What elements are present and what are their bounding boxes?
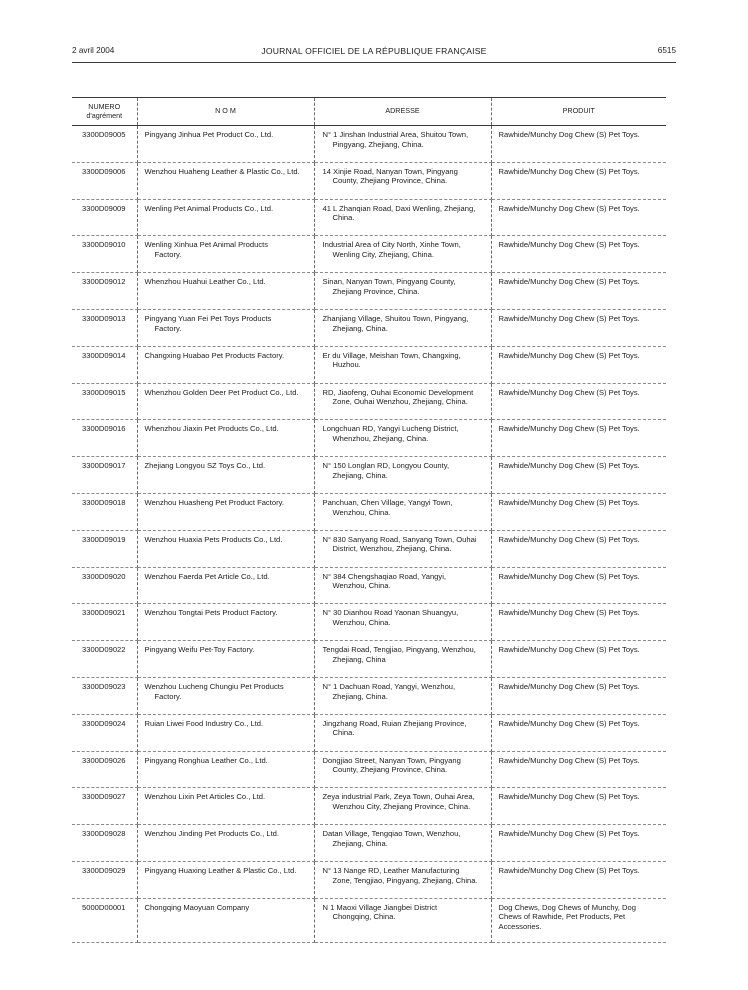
product-description (491, 199, 666, 236)
approval-number: 3300D09021 (72, 604, 137, 641)
company-name-line: Factory. (154, 249, 182, 259)
approval-number: 3300D09018 (72, 493, 137, 530)
company-name (137, 530, 314, 567)
company-address (314, 788, 491, 825)
company-address (314, 162, 491, 199)
company-name (137, 126, 314, 163)
table-row (72, 714, 666, 751)
company-address-line: Datan Village, Tengqiao Town, Wenzhou, (322, 829, 461, 839)
company-address-line: Huzhou. (332, 360, 361, 370)
product-description-line: Rawhide/Munchy Dog Chew (S) Pet Toys. (498, 829, 640, 839)
company-address (314, 530, 491, 567)
company-address-line: Wenzhou, China. (332, 507, 391, 517)
company-address-line: Zeya industrial Park, Zeya Town, Ouhai Area, (322, 792, 475, 802)
approval-number: 3300D09014 (72, 346, 137, 383)
product-description-line: Rawhide/Munchy Dog Chew (S) Pet Toys. (498, 534, 640, 544)
company-address-line: N° 13 Nange RD, Leather Manufacturing (322, 865, 460, 875)
company-address-line: Industrial Area of City North, Xinhe Town, (322, 240, 461, 250)
product-description-line: Rawhide/Munchy Dog Chew (S) Pet Toys. (498, 461, 640, 471)
table-row (72, 236, 666, 273)
company-name-line: Pingyang Ronghua Leather Co., Ltd. (144, 755, 268, 765)
approval-number: 3300D09009 (72, 199, 137, 236)
product-description (491, 714, 666, 751)
company-name (137, 677, 314, 714)
company-name (137, 309, 314, 346)
product-description-line: Rawhide/Munchy Dog Chew (S) Pet Toys. (498, 571, 640, 581)
company-address-line: N 1 Maoxi Village Jiangbei District (322, 902, 438, 912)
approval-number: 3300D09024 (72, 714, 137, 751)
product-description (491, 898, 666, 942)
company-address-line: Zhejiang, China (332, 654, 386, 664)
company-address (314, 273, 491, 310)
table-row (72, 383, 666, 420)
table-row (72, 677, 666, 714)
product-description (491, 493, 666, 530)
company-name (137, 199, 314, 236)
approval-number: 3300D09013 (72, 309, 137, 346)
product-description-line: Rawhide/Munchy Dog Chew (S) Pet Toys. (498, 203, 640, 213)
product-description-line: Rawhide/Munchy Dog Chew (S) Pet Toys. (498, 645, 640, 655)
company-address-line: Zhejiang, China. (332, 838, 388, 848)
company-address-line: Zone, Tengjiao, Pingyang, Zhejiang, China. (332, 875, 478, 885)
company-name-line: Ruian Liwei Food Industry Co., Ltd. (144, 718, 264, 728)
approval-table (72, 97, 666, 943)
company-name (137, 825, 314, 862)
page-number: 6515 (657, 46, 676, 55)
product-description-line: Rawhide/Munchy Dog Chew (S) Pet Toys. (498, 608, 640, 618)
product-description (491, 641, 666, 678)
company-address-line: Chongqing, China. (332, 912, 396, 922)
company-address (314, 751, 491, 788)
product-description (491, 346, 666, 383)
company-name-line: Zhejiang Longyou SZ Toys Co., Ltd. (144, 461, 266, 471)
company-name (137, 641, 314, 678)
company-address (314, 420, 491, 457)
approval-number: 3300D09022 (72, 641, 137, 678)
table-row (72, 199, 666, 236)
product-description (491, 677, 666, 714)
company-address (314, 677, 491, 714)
company-name (137, 751, 314, 788)
table-row (72, 530, 666, 567)
company-name (137, 346, 314, 383)
company-name-line: Wenling Xinhua Pet Animal Products (144, 240, 269, 250)
approval-number: 3300D09026 (72, 751, 137, 788)
company-address (314, 126, 491, 163)
approval-number: 3300D09028 (72, 825, 137, 862)
company-name-line: Wenzhou Jinding Pet Products Co., Ltd. (144, 829, 280, 839)
company-name-line: Wenling Pet Animal Products Co., Ltd. (144, 203, 274, 213)
col-header-adresse: ADRESSE (314, 98, 491, 126)
company-name (137, 273, 314, 310)
company-name-line: Pingyang Weifu Pet-Toy Factory. (144, 645, 255, 655)
table-row (72, 493, 666, 530)
company-address-line: Zhejiang, China. (332, 691, 388, 701)
company-name-line: Whenzhou Jiaxin Pet Products Co., Ltd. (144, 424, 279, 434)
company-name-line: Wenzhou Tongtai Pets Product Factory. (144, 608, 278, 618)
header-date: 2 avril 2004 (72, 46, 115, 55)
company-name (137, 493, 314, 530)
company-name (137, 457, 314, 494)
company-address-line: Zone, Ouhai Wenzhou, Zhejiang, China. (332, 397, 468, 407)
company-name-line: Wenzhou Huasheng Pet Product Factory. (144, 497, 284, 507)
product-description-line: Rawhide/Munchy Dog Chew (S) Pet Toys. (498, 497, 640, 507)
col-header-numero-line2: d'agrément (86, 110, 123, 120)
company-address-line: China. (332, 213, 355, 223)
product-description-line: Rawhide/Munchy Dog Chew (S) Pet Toys. (498, 130, 640, 139)
company-name-line: Whenzhou Huahui Leather Co., Ltd. (144, 277, 266, 287)
company-address-line: Zhejiang, China. (332, 470, 388, 480)
approval-number: 3300D09012 (72, 273, 137, 310)
col-header-nom: N O M (137, 98, 314, 126)
product-description (491, 604, 666, 641)
col-header-numero-line1: NUMERO (88, 102, 121, 111)
table-header-row (72, 98, 666, 126)
approval-number: 3300D09023 (72, 677, 137, 714)
company-name-line: Factory. (154, 691, 182, 701)
company-address-line: Wenzhou, China. (332, 581, 391, 591)
table-row (72, 309, 666, 346)
company-address-line: District, Wenzhou, Zhejiang, China. (332, 544, 452, 554)
approval-number: 3300D09017 (72, 457, 137, 494)
company-address-line: RD, Jiaofeng, Ouhai Economic Development (322, 387, 474, 397)
approval-number: 3300D09027 (72, 788, 137, 825)
product-description-line: Rawhide/Munchy Dog Chew (S) Pet Toys. (498, 681, 640, 691)
company-name (137, 236, 314, 273)
table-row (72, 861, 666, 898)
company-name-line: Wenzhou Faerda Pet Article Co., Ltd. (144, 571, 270, 581)
product-description (491, 236, 666, 273)
company-address (314, 898, 491, 942)
company-name-line: Changxing Huabao Pet Products Factory. (144, 350, 285, 360)
approval-number: 5000D00001 (72, 898, 137, 942)
company-name (137, 898, 314, 942)
product-description (491, 126, 666, 163)
company-name-line: Factory. (154, 323, 182, 333)
page-header (72, 46, 676, 60)
journal-title: JOURNAL OFFICIEL DE LA RÉPUBLIQUE FRANÇAISE (261, 46, 487, 56)
product-description (491, 383, 666, 420)
company-address-line: Jingzhang Road, Ruian Zhejiang Province, (322, 718, 467, 728)
company-name (137, 861, 314, 898)
product-description-line: Rawhide/Munchy Dog Chew (S) Pet Toys. (498, 755, 640, 765)
product-description-line: Rawhide/Munchy Dog Chew (S) Pet Toys. (498, 865, 640, 875)
company-address-line: Wenzhou City, Zhejiang Province, China. (332, 801, 471, 811)
company-address-line: Sinan, Nanyan Town, Pingyang County, (322, 277, 456, 287)
approval-number: 3300D09020 (72, 567, 137, 604)
company-address-line: Wenling City, Zhejiang, China. (332, 249, 434, 259)
company-address (314, 714, 491, 751)
product-description-line: Rawhide/Munchy Dog Chew (S) Pet Toys. (498, 277, 640, 287)
table-row (72, 641, 666, 678)
header-rule (72, 62, 676, 63)
approval-number: 3300D09019 (72, 530, 137, 567)
company-address-line: N° 30 Dianhou Road Yaonan Shuangyu, (322, 608, 459, 618)
company-name-line: Chongqing Maoyuan Company (144, 902, 250, 912)
company-address-line: Whenzhou, Zhejiang, China. (332, 433, 429, 443)
table-row (72, 162, 666, 199)
product-description (491, 273, 666, 310)
col-header-produit: PRODUIT (491, 98, 666, 126)
company-address-line: Longchuan RD, Yangyi Lucheng District, (322, 424, 459, 434)
product-description-line: Rawhide/Munchy Dog Chew (S) Pet Toys. (498, 424, 640, 434)
company-address-line: Panchuan, Chen Village, Yangyi Town, (322, 497, 453, 507)
company-address-line: County, Zhejiang Province, China. (332, 765, 448, 775)
product-description-line: Rawhide/Munchy Dog Chew (S) Pet Toys. (498, 792, 640, 802)
company-name (137, 604, 314, 641)
company-address-line: China. (332, 728, 355, 738)
table-row (72, 126, 666, 163)
product-description (491, 861, 666, 898)
company-name-line: Whenzhou Golden Deer Pet Product Co., Ltd. (144, 387, 299, 397)
company-address (314, 346, 491, 383)
company-address (314, 383, 491, 420)
product-description-line: Accessories. (498, 921, 542, 931)
table-body (72, 126, 666, 943)
approval-number: 3300D09015 (72, 383, 137, 420)
company-name (137, 567, 314, 604)
product-description (491, 309, 666, 346)
approval-number: 3300D09005 (72, 126, 137, 163)
approval-number: 3300D09016 (72, 420, 137, 457)
company-address-line: Zhejiang, China. (332, 323, 388, 333)
company-name (137, 162, 314, 199)
table-row (72, 420, 666, 457)
product-description-line: Dog Chews, Dog Chews of Munchy, Dog (498, 902, 636, 912)
company-name-line: Wenzhou Lucheng Chungiu Pet Products (144, 681, 284, 691)
company-address-line: N° 1 Dachuan Road, Yangyi, Wenzhou, (322, 681, 456, 691)
product-description-line: Rawhide/Munchy Dog Chew (S) Pet Toys. (498, 718, 640, 728)
product-description (491, 420, 666, 457)
company-address (314, 199, 491, 236)
company-address-line: Zhanjiang Village, Shuitou Town, Pingyang, (322, 313, 469, 323)
company-name (137, 383, 314, 420)
company-address-line: 14 Xinjie Road, Nanyan Town, Pingyang (322, 166, 458, 176)
company-address (314, 236, 491, 273)
company-name (137, 788, 314, 825)
company-name (137, 420, 314, 457)
table-row (72, 825, 666, 862)
product-description (491, 751, 666, 788)
product-description-line: Rawhide/Munchy Dog Chew (S) Pet Toys. (498, 350, 640, 360)
company-address (314, 861, 491, 898)
company-address-line: N° 1 Jinshan Industrial Area, Shuitou Town, (322, 130, 469, 139)
product-description-line: Rawhide/Munchy Dog Chew (S) Pet Toys. (498, 240, 640, 250)
company-address (314, 604, 491, 641)
approval-number: 3300D09010 (72, 236, 137, 273)
company-address (314, 825, 491, 862)
table-row (72, 751, 666, 788)
table-row (72, 788, 666, 825)
product-description-line: Rawhide/Munchy Dog Chew (S) Pet Toys. (498, 387, 640, 397)
company-address (314, 457, 491, 494)
product-description-line: Chews of Rawhide, Pet Products, Pet (498, 912, 626, 922)
company-address-line: Tengdai Road, Tengjiao, Pingyang, Wenzhou, (322, 645, 476, 655)
company-address-line: Wenzhou, China. (332, 617, 391, 627)
company-name-line: Pingyang Huaxing Leather & Plastic Co., Ltd. (144, 865, 297, 875)
table-row (72, 567, 666, 604)
product-description-line: Rawhide/Munchy Dog Chew (S) Pet Toys. (498, 166, 640, 176)
company-address (314, 567, 491, 604)
table-row (72, 273, 666, 310)
company-address-line: Dongjiao Street, Nanyan Town, Pingyang (322, 755, 461, 765)
company-address-line: Zhejiang Province, China. (332, 286, 420, 296)
company-name-line: Wenzhou Huaxia Pets Products Co., Ltd. (144, 534, 283, 544)
company-address (314, 641, 491, 678)
company-address-line: N° 384 Chengshaqiao Road, Yangyi, (322, 571, 446, 581)
company-address (314, 493, 491, 530)
product-description (491, 788, 666, 825)
company-name-line: Pingyang Jinhua Pet Product Co., Ltd. (144, 130, 274, 139)
table-row (72, 604, 666, 641)
product-description-line: Rawhide/Munchy Dog Chew (S) Pet Toys. (498, 313, 640, 323)
company-name-line: Pingyang Yuan Fei Pet Toys Products (144, 313, 272, 323)
product-description (491, 825, 666, 862)
product-description (491, 162, 666, 199)
company-name (137, 714, 314, 751)
company-address-line: Pingyang, Zhejiang, China. (332, 139, 424, 149)
company-address-line: Er du Village, Meishan Town, Changxing, (322, 350, 461, 360)
col-header-numero (72, 98, 137, 126)
company-name-line: Wenzhou Lixin Pet Articles Co., Ltd. (144, 792, 266, 802)
company-address-line: County, Zhejiang Province, China. (332, 176, 448, 186)
company-address-line: N° 150 Longlan RD, Longyou County, (322, 461, 450, 471)
table-row (72, 346, 666, 383)
product-description (491, 457, 666, 494)
approval-number: 3300D09029 (72, 861, 137, 898)
product-description (491, 530, 666, 567)
company-name-line: Wenzhou Huaheng Leather & Plastic Co., Ltd. (144, 166, 300, 176)
approval-number: 3300D09006 (72, 162, 137, 199)
table-row (72, 457, 666, 494)
product-description (491, 567, 666, 604)
company-address-line: 41 L Zhanqian Road, Daxi Wenling, Zhejiang, (322, 203, 476, 213)
table-row (72, 898, 666, 942)
company-address-line: N° 830 Sanyang Road, Sanyang Town, Ouhai (322, 534, 477, 544)
company-address (314, 309, 491, 346)
